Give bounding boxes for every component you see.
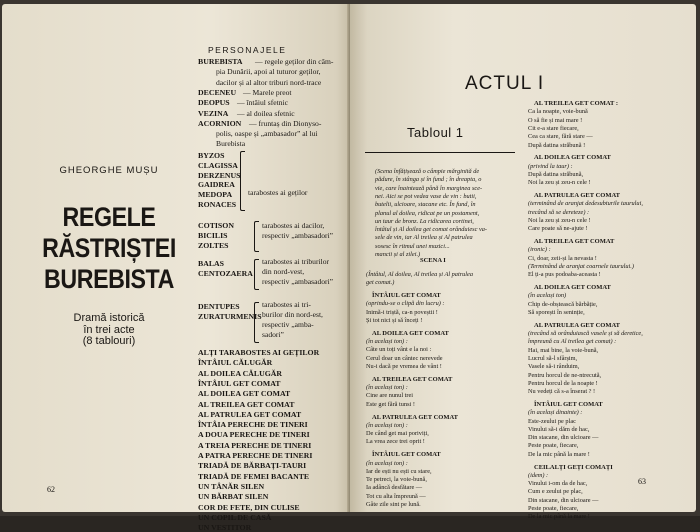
cast-name: DEOPUS [198, 98, 230, 108]
dialogue-line: AL TREILEA GET COMAT [534, 238, 615, 245]
cast-description: — al doilea sfetnic [237, 108, 295, 118]
dialogue-line: Cea ca stare, fără stare — [528, 133, 593, 141]
stage-direction-line: planul al doilea, ridicat pe un postament, [375, 209, 480, 217]
subtitle-line: în trei acte [83, 323, 135, 336]
dialogue-line: Nu-i dacă pe vremea de vânt ! [366, 363, 442, 370]
dialogue-line: O să fie și mai mare ! [528, 116, 583, 124]
cast-group-name: MEDOPA [198, 190, 233, 200]
dialogue-line: El ți-a pus podoaba-aceasta ! [528, 271, 601, 279]
cast-group-name: BALAS [198, 259, 224, 268]
dialogue-line: Cum e zeului pe plac, [528, 488, 583, 496]
left-page [2, 4, 350, 532]
dialogue-line: (în același ton) [528, 292, 567, 300]
stage-direction-line: sele de vin, iar Al treilea și Al patrulea [375, 234, 473, 242]
dialogue-line: Hai, mai bine, la voie-bună, [528, 346, 599, 354]
tablou-rule [365, 152, 515, 153]
cast-name: UN VESTITOR [198, 523, 252, 532]
group-description: tarabostes ai tri- [262, 300, 311, 309]
dialogue-line: Este get fără tunsi ! [366, 400, 415, 408]
dialogue-line: (trecând să orânduiască vasele și să deretice, [528, 330, 643, 337]
dialogue-line: Chip de-obștească bărbăție, [528, 300, 598, 308]
group-description: din nord-vest, [262, 267, 305, 276]
stage-direction-line: sosesc în ritmul unei muzici... [375, 242, 450, 250]
dialogue-line: Peste poate, fiecare, [528, 505, 579, 512]
cast-name: AL DOILEA CĂLUGĂR [198, 368, 283, 378]
dialogue-line: AL DOILEA GET COMAT [534, 154, 611, 162]
dialogue-line: Ci, doar, zeii-și la nevasta ! [528, 254, 597, 262]
dialogue-line: (în același dinainte) : [528, 409, 583, 417]
cast-name: BUREBISTA [198, 57, 243, 66]
dialogue-line: De la mic până la mare ! [528, 513, 590, 521]
stage-direction-line: vie, care înaintează până în marginea sce- [375, 184, 483, 192]
dialogue-line: Ia adâncă desfătare — [366, 484, 423, 492]
dialogue-line: După datina străbună, [528, 170, 584, 178]
dialogue-line: AL PATRULEA GET COMAT [534, 321, 621, 329]
dialogue-line: Nu vedeți că s-a înserat ? ! [528, 388, 596, 396]
cast-name: ÎNTÂIUL GET COMAT [198, 378, 281, 388]
dialogue-line: Cine are nunul trei [366, 392, 414, 400]
group-description: tarabostes ai triburilor [262, 257, 330, 266]
dialogue-line: (ironic) : [528, 246, 551, 254]
dialogue-line: (terminând de aranjat dedesubturile taurului, [528, 200, 643, 208]
dialogue-line: AL PATRULEA GET COMAT [372, 413, 459, 421]
cast-name: ACORNION [198, 118, 242, 128]
group-description: respectiv „ambasadori” [262, 231, 334, 240]
cast-group-name: BICILIS [198, 231, 228, 240]
dialogue-line: Cerul doar un cântec nerevede [366, 354, 443, 362]
dialogue-line: Să sporești în seninție, [528, 308, 585, 316]
dialogue-line: (oprindu-se o clipă din lucru) : [366, 300, 445, 308]
dialogue-line: (în același ton) : [366, 338, 408, 346]
group-description: burilor din nord-est, [262, 310, 323, 319]
dialogue-line: Care poate să ne-ajute ! [528, 225, 588, 233]
dialogue-line: (în același ton) : [366, 384, 408, 392]
cast-name: ÎNTÂIUL CĂLUGĂR [198, 358, 273, 368]
stage-direction-line: un taur de bronz. La ridicarea cortinei, [375, 217, 474, 225]
cast-name: COR DE FETE, DIN CULISE [198, 502, 300, 512]
cast-name: TRIADĂ DE BĂRBAȚI-TAURI [198, 461, 307, 471]
dialogue-line: împreună cu Al treilea get comat) : [528, 338, 617, 346]
stage-direction-line: butelii, ulcioare, stacane etc. În fund, în [375, 201, 476, 209]
cast-group-name: DENTUPES [198, 302, 240, 311]
dialogue-line: Este-zeului pe plac [528, 417, 576, 425]
title-line: REGELE [62, 202, 156, 232]
cast-description: dacilor și al altor triburi nord-trace [216, 77, 322, 87]
group-description: respectiv „amba- [262, 320, 314, 329]
cast-group-name: DERZENUS [198, 170, 241, 180]
page-number-left: 62 [47, 485, 55, 494]
cast-group-name: ZURATURMENIS [198, 312, 262, 321]
brace [254, 302, 259, 343]
group-description: tarabostes ai geților [248, 188, 308, 197]
dialogue-line: ÎNTÂIUL GET COMAT [534, 400, 603, 408]
stage-direction-line: întâiul și Al doilea get comat orânduiesc va- [375, 226, 487, 234]
cast-group-name: GAIDREA [198, 180, 235, 190]
dialogue-line: (idem) : [528, 471, 549, 479]
stage-direction-line: mancii și al zilei.) [375, 251, 421, 258]
dialogue-line: AL TREILEA GET COMAT : [534, 100, 619, 107]
cast-name: A DOUA PERECHE DE TINERI [198, 430, 310, 440]
dialogue-line: La vrea zece trei oprit ! [366, 438, 425, 446]
right-page [350, 4, 696, 521]
dialogue-line: De la mic până la mare ! [528, 450, 590, 458]
dialogue-line: AL DOILEA GET COMAT [372, 329, 449, 337]
dialogue-line: Gâte zile sint pe lună. [366, 501, 421, 508]
dialogue-line: Pentru horcul de la noapte ! [528, 379, 598, 387]
stage-direction-line: (Scena înfățișează o câmpie mărginită de [375, 168, 480, 175]
tablou-heading: Tabloul 1 [407, 125, 464, 140]
cast-name: UN TÂNĂR SILEN [198, 481, 265, 491]
dialogue-line: AL TREILEA GET COMAT [372, 375, 453, 383]
dialogue-line: Câte un toți vânt e la noi : [366, 346, 432, 354]
dialogue-line: Inimă-i triștă, ca-n poveștii ! [366, 308, 438, 316]
dialogue-line: Ca la noapte, voie-bună [528, 108, 588, 116]
dialogue-line: Tot cu alta împreună — [366, 492, 426, 500]
cast-name: AL PATRULEA GET COMAT [198, 409, 302, 419]
cast-description: — fruntaș din Dionyso- [249, 118, 322, 128]
brace [240, 151, 245, 211]
dialogue-line: (Terminând de aranjat coarnele taurului.) [528, 262, 634, 270]
cast-name: A TREIA PERECHE DE TINERI [198, 440, 312, 450]
scene-label: SCENA I [420, 257, 446, 264]
dialogue-line: (privind la taur) : [528, 162, 573, 170]
dialogue-line: Din stacane, din ulcioare — [528, 496, 599, 504]
cast-name: ALȚI TARABOSTES AI GEȚILOR [198, 348, 320, 357]
dialogue-line: Și tot nici și să înceți ! [366, 317, 423, 324]
cast-description: pia Dunării, apoi al tuturor geților, [216, 67, 321, 77]
dialogue-line: Cit e-a stare fiecare, [528, 124, 579, 132]
cast-name: DECENEU [198, 87, 237, 97]
cast-name: AL TREILEA GET COMAT [198, 399, 295, 409]
cast-group-name: ZOLTES [198, 241, 229, 250]
dialogue-line: (în același ton) : [366, 421, 408, 429]
dialogue-line: get comat.) [366, 279, 395, 287]
page-number-right: 63 [638, 477, 646, 486]
dialogue-line: Lucrul să-l sfârșim, [528, 354, 578, 362]
brace [254, 221, 259, 252]
cast-group-name: RONACES [198, 200, 237, 209]
dialogue-line: Vinului să-i dăm de hac, [528, 425, 590, 433]
cast-group-name: CLAGISSA [198, 160, 238, 170]
stage-direction-line: nei. Aici se pot vedea vase de vin : butii, [375, 192, 477, 200]
dialogue-line: (Întâiul, Al doilea, Al treilea și Al patrulea [366, 271, 473, 278]
cast-description: — regele geților din câm- [255, 57, 334, 66]
dialogue-line: AL DOILEA GET COMAT [534, 284, 611, 291]
dialogue-line: Pentru horcul de ne-ntrecută, [528, 371, 602, 379]
stage-direction-line: pădure, în stânga și în fund ; în dreapta, o [375, 176, 482, 184]
cast-description: — întâiul sfetnic [237, 98, 289, 108]
author-name: GHEORGHE MUȘU [59, 165, 159, 176]
dialogue-line: ÎNTÂIUL GET COMAT [372, 451, 441, 459]
title-line: RĂSTRIȘTEI [42, 233, 176, 263]
subtitle-line: (8 tablouri) [82, 335, 136, 347]
cast-description: — Marele preot [243, 87, 292, 97]
dialogue-line: Noi la zeu și zeu-n cele ! [528, 216, 591, 224]
cast-description: Burebista [216, 139, 246, 149]
dialogue-line: ÎNTÂIUL GET COMAT [372, 292, 441, 300]
dialogue-line: Iar de ești nu ești cu stare, [366, 467, 432, 475]
dialogue-line: trecând să se dereteze) : [528, 208, 590, 216]
cast-name: UN COPIL DE CASĂ [198, 512, 272, 522]
group-description: sadori” [262, 330, 284, 339]
cast-group-name: COTISON [198, 221, 234, 230]
dialogue-line: Peste poate, fiecare, [528, 442, 579, 450]
cast-heading: PERSONAJELE [208, 45, 287, 55]
cast-group-name: BYZOS [198, 151, 225, 160]
dialogue-line: AL PATRULEA GET COMAT [534, 192, 621, 199]
cast-name: A PATRA PERECHE DE TINERI [198, 451, 313, 460]
cast-name: TRIADĂ DE FEMEI BACANTE [198, 471, 310, 481]
dialogue-line: De când get mai poriviți, [366, 430, 429, 438]
dialogue-line: După datina străbună ! [528, 141, 586, 149]
cast-group-name: CENTOZAERA [198, 269, 253, 278]
group-description: respectiv „ambasadori” [262, 277, 334, 286]
dialogue-line: Vasele să-i rânduim, [528, 363, 580, 371]
title-line: BUREBISTA [44, 264, 174, 294]
cast-description: polis, oaspe și „ambasador” al lui [216, 129, 318, 139]
dialogue-line: Te petreci, la voie-bună, [366, 476, 427, 484]
subtitle-line: Dramă istorică [73, 312, 145, 324]
cast-name: ÎNTÂIA PERECHE DE TINERI [198, 420, 308, 430]
dialogue-line: CEILALȚI GEȚI COMAȚI [534, 463, 613, 471]
act-heading: ACTUL I [465, 73, 545, 94]
cast-name: UN BĂRBAT SILEN [198, 492, 269, 502]
brace [254, 259, 259, 290]
dialogue-line: Vinului i-om da de hac, [528, 480, 588, 488]
cast-name: VEZINA [198, 108, 229, 118]
group-description: tarabostes ai dacilor, [262, 221, 325, 230]
dialogue-line: Din stacane, din ulcioare — [528, 434, 599, 442]
cast-name: AL DOILEA GET COMAT [198, 389, 291, 399]
dialogue-line: (în același ton) : [366, 459, 408, 467]
dialogue-line: Noi la zeu și zeu-n cele ! [528, 179, 591, 187]
